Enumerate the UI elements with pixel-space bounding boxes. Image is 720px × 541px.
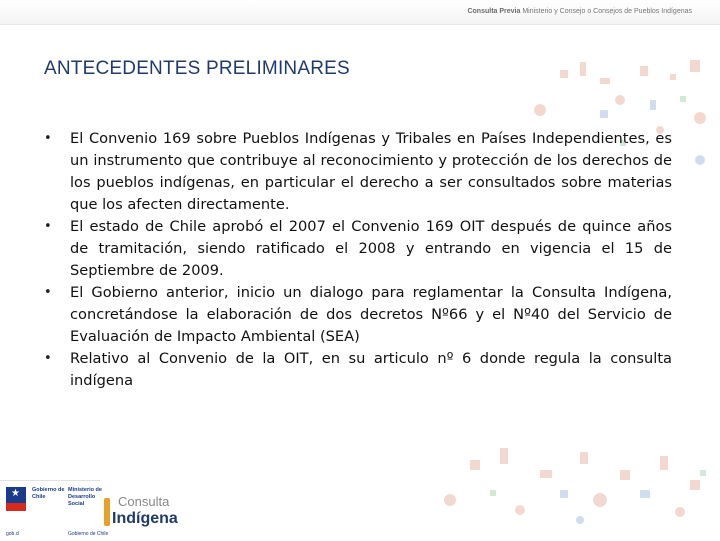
- bullet-icon: •: [44, 219, 52, 234]
- logo-mark-icon: [104, 498, 110, 526]
- bullet-text: El Gobierno anterior, inicio un dialogo para reglamentar la Consulta Indígena, concretándose la elaboración de dos decretos Nº66 y el Nº40 del Servicio de Evaluación de Impacto Ambiental (SEA): [70, 284, 672, 345]
- gob-url: gob.cl: [6, 531, 20, 537]
- government-logo: [0, 480, 109, 541]
- gobierno-text: [32, 487, 64, 501]
- bullet-text: El estado de Chile aprobó el 2007 el Convenio 169 OIT después de quince años de tramitación, siendo ratificado el 2008 y entrando en vigencia el 15 de Septiembre de 2009.: [70, 218, 672, 279]
- bullet-icon: •: [44, 131, 52, 146]
- slide-footer: [0, 478, 720, 540]
- list-item: [44, 216, 672, 282]
- ministry-line3: Social: [68, 501, 85, 507]
- header-brand: Consulta Previa: [467, 8, 521, 15]
- header-subtitle: Ministerio y Consejo o Consejos de Pueblos Indígenas: [522, 8, 692, 15]
- list-item: [44, 282, 672, 348]
- ministry-line2: Desarrollo: [68, 494, 96, 500]
- consulta-indigena-logo: [104, 492, 184, 532]
- gob-url-secondary: Gobierno de Chile: [68, 531, 109, 537]
- bullet-text: El Convenio 169 sobre Pueblos Indígenas y Tribales en Países Independientes, es un instrumento que contribuye al reconocimiento y protección de los derechos de los pueblos indígenas, en particular el derecho a ser consultados sobre materias que los afecten directamente.: [70, 130, 672, 213]
- slide-header: [0, 0, 720, 25]
- star-icon: ★: [11, 488, 20, 499]
- logo-line1: Consulta: [118, 494, 170, 509]
- ministry-line1: Ministerio de: [68, 487, 102, 493]
- ministry-text: [68, 487, 102, 508]
- logo-line2: Indígena: [112, 510, 178, 527]
- flag-stripe: [6, 503, 26, 511]
- bullet-icon: •: [44, 351, 52, 366]
- gob-line1: Gobierno de: [32, 487, 65, 493]
- gob-line2: Chile: [32, 494, 46, 500]
- slide-title: ANTECEDENTES PRELIMINARES: [44, 58, 350, 79]
- list-item: [44, 128, 672, 216]
- bullet-text: Relativo al Convenio de la OIT, en su articulo nº 6 donde regula la consulta indígena: [70, 350, 672, 389]
- bullet-list: [44, 128, 672, 392]
- list-item: [44, 348, 672, 392]
- header-text: [467, 8, 692, 15]
- bullet-icon: •: [44, 285, 52, 300]
